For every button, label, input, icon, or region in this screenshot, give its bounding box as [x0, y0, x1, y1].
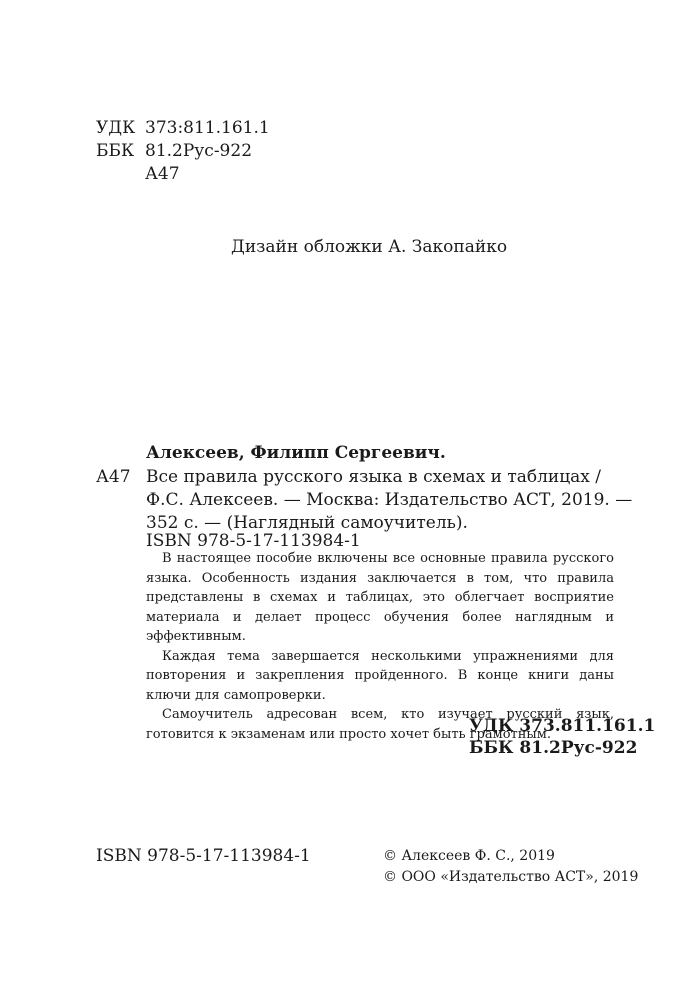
udk-value: 373:811.161.1	[145, 118, 270, 138]
copyright-publisher: © ООО «Издательство АСТ», 2019	[383, 869, 639, 885]
record-mark: А47	[96, 467, 131, 487]
annotation-paragraph-2: Каждая тема завершается несколькими упражнениями для повторения и закрепления пройденного. В конце книги даны ключи для самопроверки.	[146, 648, 614, 703]
author-mark-top: А47	[145, 164, 180, 184]
copyright-author: © Алексеев Ф. С., 2019	[383, 848, 555, 864]
bbk-label: ББК	[96, 141, 135, 161]
udk-label: УДК	[96, 118, 136, 138]
record-title-line2: Ф.С. Алексеев. — Москва: Издательство АСТ, 2019. —	[146, 490, 633, 510]
footer-isbn: ISBN 978-5-17-113984-1	[96, 846, 311, 866]
cover-design-credit: Дизайн обложки А. Закопайко	[231, 237, 508, 257]
bottom-bbk: ББК 81.2Рус-922	[469, 738, 638, 758]
bottom-udk: УДК 373.811.161.1	[469, 716, 656, 736]
annotation-paragraph-3: Самоучитель адресован всем, кто изучает русский язык, готовится к экзаменам или просто хочет быть грамотным.	[146, 707, 614, 742]
record-isbn: ISBN 978-5-17-113984-1	[146, 531, 361, 551]
bbk-value: 81.2Рус-922	[145, 141, 253, 161]
record-title-line3: 352 с. — (Наглядный самоучитель).	[146, 513, 468, 533]
record-author: Алексеев, Филипп Сергеевич.	[146, 443, 446, 463]
annotation-paragraph-1: В настоящее пособие включены все основные правила русского языка. Особенность издания заключается в том, что правила представлены в схемах и таблицах, это облегчает восприятие материала и делает процесс обучения более наглядным и эффективным.	[146, 551, 614, 644]
annotation	[146, 549, 614, 744]
record-title-line1: Все правила русского языка в схемах и таблицах /	[146, 467, 602, 487]
